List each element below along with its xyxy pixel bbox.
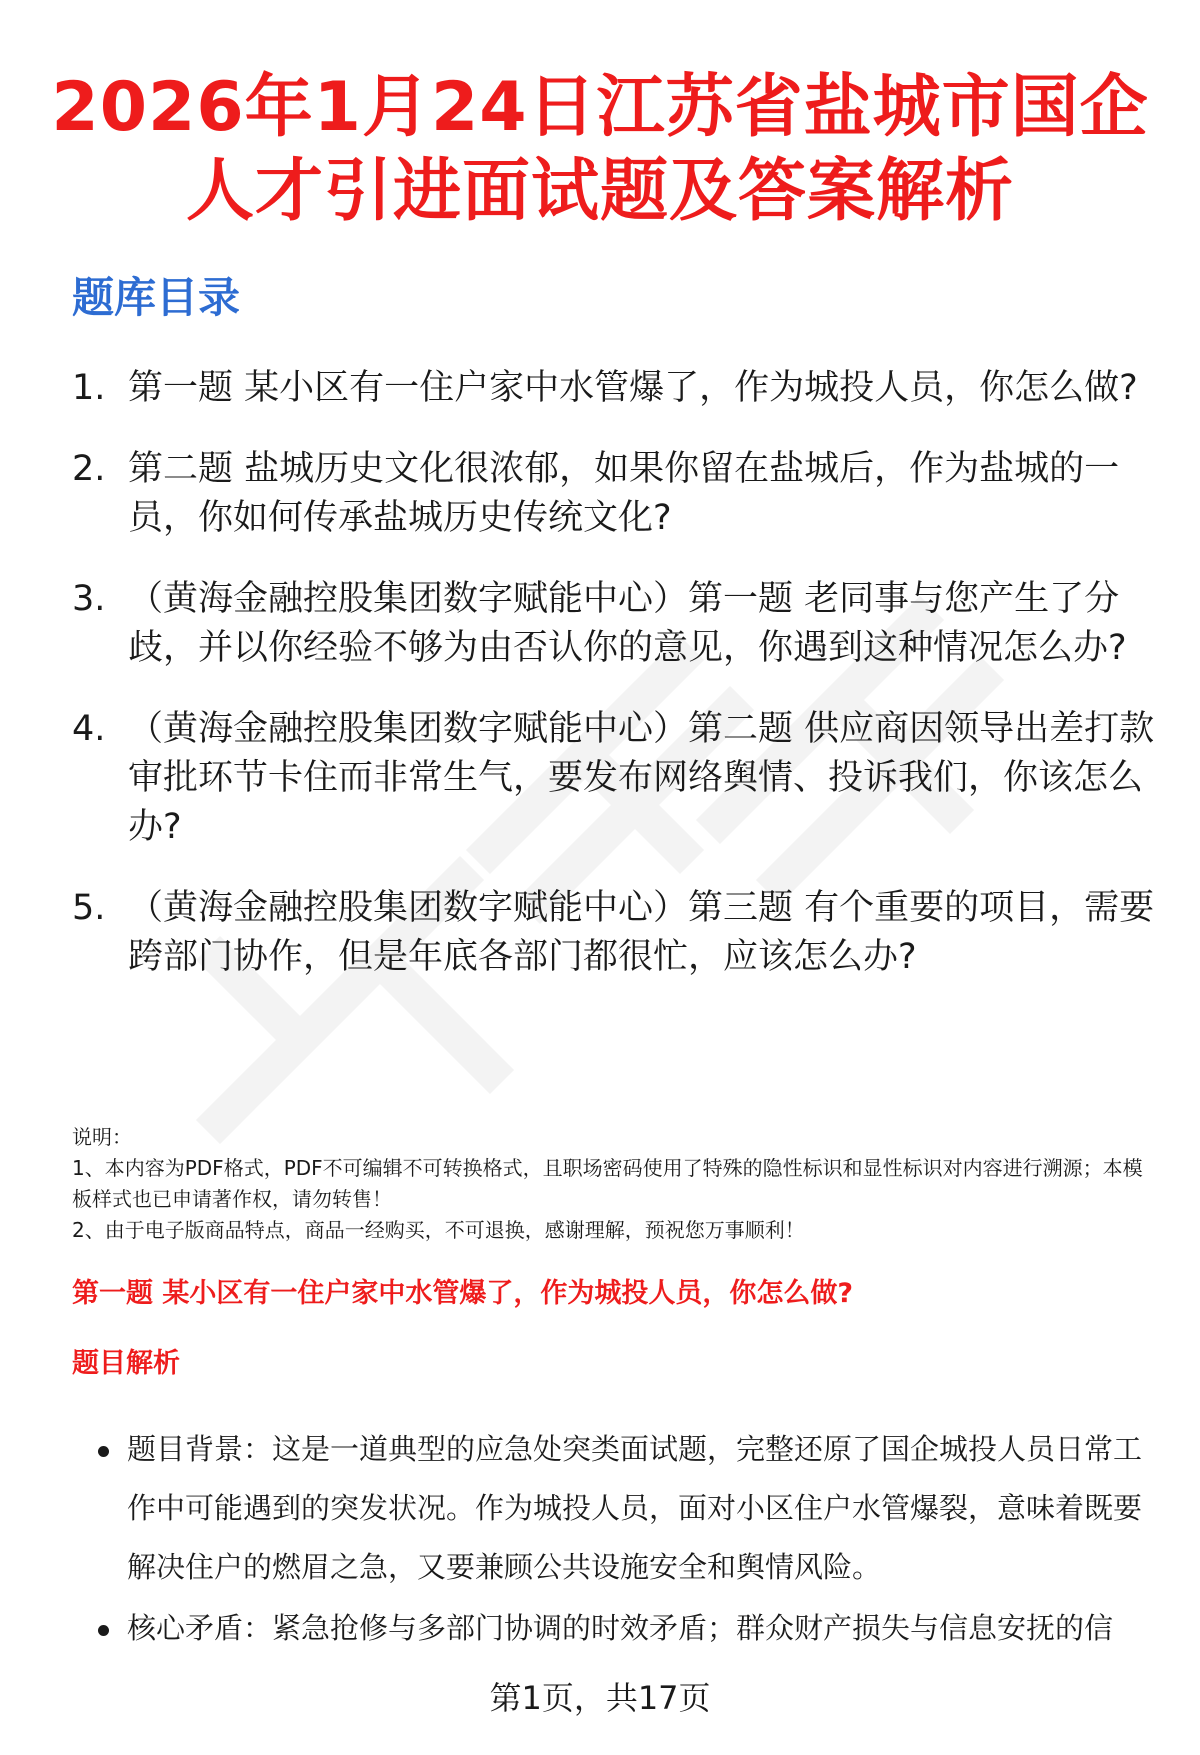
toc-item-text: 第二题 盐城历史文化很浓郁，如果你留在盐城后，作为盐城的一员，你如何传承盐城历史传统文化? — [128, 449, 1120, 538]
analysis-bullets — [72, 1420, 1152, 1660]
notes-label: 说明： — [72, 1125, 132, 1149]
toc-item-text: （黄海金融控股集团数字赋能中心）第三题 有个重要的项目，需要跨部门协作，但是年底各部门都很忙，应该怎么办? — [128, 888, 1155, 977]
toc-item-number: 3. — [72, 579, 106, 619]
toc-item-number: 2. — [72, 449, 106, 489]
toc-item-number: 1. — [72, 368, 106, 408]
bullet-dot-icon — [98, 1625, 109, 1636]
toc-item-number: 4. — [72, 709, 106, 749]
toc-item[interactable] — [72, 445, 1162, 543]
toc-item-text: 第一题 某小区有一住户家中水管爆了，作为城投人员，你怎么做? — [128, 368, 1138, 408]
toc-heading: 题库目录 — [72, 273, 241, 322]
toc-item[interactable] — [72, 705, 1162, 852]
analysis-bullet-text: 题目背景：这是一道典型的应急处突类面试题，完整还原了国企城投人员日常工作中可能遇到的突发状况。作为城投人员，面对小区住户水管爆裂，意味着既要解决住户的燃眉之急，又要兼顾公共设施安全和舆情风险。 — [127, 1432, 1143, 1584]
toc-item-text: （黄海金融控股集团数字赋能中心）第一题 老同事与您产生了分歧，并以你经验不够为由否认你的意见，你遇到这种情况怎么办? — [128, 579, 1127, 668]
analysis-heading: 题目解析 — [72, 1348, 180, 1379]
toc-item[interactable] — [72, 575, 1162, 673]
analysis-bullet-text: 核心矛盾：紧急抢修与多部门协调的时效矛盾；群众财产损失与信息安抚的信 — [127, 1611, 1114, 1645]
notes-line-2: 2、由于电子版商品特点，商品一经购买，不可退换，感谢理解，预祝您万事顺利！ — [72, 1218, 805, 1242]
toc-item[interactable] — [72, 364, 1162, 413]
toc-item-number: 5. — [72, 888, 106, 928]
page-footer: 第1页，共17页 — [489, 1679, 711, 1717]
toc-list — [72, 364, 1162, 1014]
toc-item[interactable] — [72, 884, 1162, 982]
notes-line-1: 1、本内容为PDF格式，PDF不可编辑不可转换格式，且职场密码使用了特殊的隐性标识和显性标识对内容进行溯源；本模板样式也已申请著作权，请勿转售！ — [72, 1156, 1143, 1211]
notes-section — [72, 1122, 1162, 1246]
analysis-bullet — [72, 1599, 1152, 1658]
bullet-dot-icon — [98, 1446, 109, 1457]
analysis-bullet — [72, 1420, 1152, 1597]
toc-item-text: （黄海金融控股集团数字赋能中心）第二题 供应商因领导出差打款审批环节卡住而非常生气，要发布网络舆情、投诉我们，你该怎么办? — [128, 709, 1155, 847]
page-title: 2026年1月24日江苏省盐城市国企人才引进面试题及答案解析 — [51, 68, 1149, 231]
question-title: 第一题 某小区有一住户家中水管爆了，作为城投人员，你怎么做? — [72, 1278, 854, 1309]
